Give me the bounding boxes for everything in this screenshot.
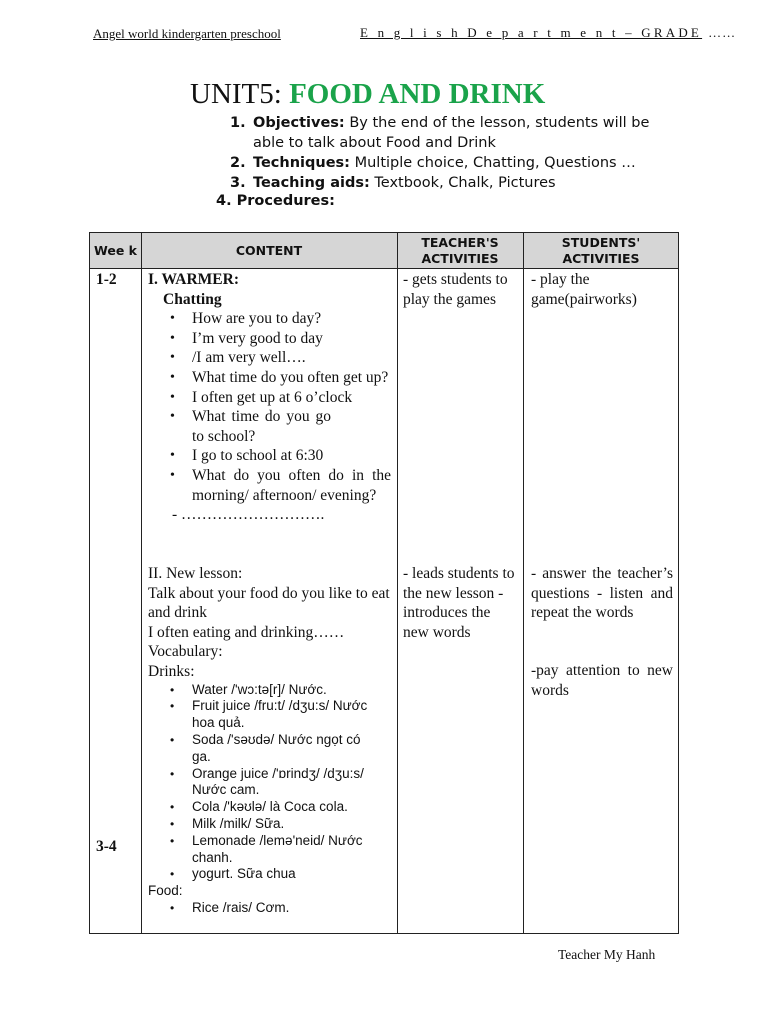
week-label: 1-2 (96, 271, 117, 288)
procedures-heading: 4. Procedures: (216, 193, 335, 209)
column-divider (141, 233, 142, 933)
objective-text: By the end of the lesson, students will be able to talk about Food and Drink (253, 115, 650, 151)
list-item: • Orange juice /'ɒrindʒ/ /dʒu:s/ Nước cam. (168, 766, 371, 800)
list-item: • What do you often do in the morning/ afternoon/ evening? (168, 466, 391, 505)
objective-number: 3. (230, 175, 246, 191)
list-item: • Soda /'səʊdə/ Nước ngọt có ga. (168, 732, 371, 766)
header-content: CONTENT (235, 242, 303, 258)
header-week: Wee k (94, 242, 137, 258)
food-list (148, 900, 391, 917)
list-item: • Milk /milk/ Sữa. (168, 816, 371, 833)
lesson-table (89, 232, 679, 934)
list-item: • Cola /'kəʊlə/ là Coca cola. (168, 799, 371, 816)
list-item: • Fruit juice /fru:t/ /dʒu:s/ Nước hoa quả. (168, 698, 371, 732)
warmer-subtitle: Chatting (163, 290, 222, 308)
new-lesson-line: Talk about your food do you like to eat and drink (148, 584, 390, 622)
objective-text: Multiple choice, Chatting, Questions … (349, 155, 636, 171)
objective-label: Techniques: (253, 155, 350, 171)
header-students-activities: STUDENTS' ACTIVITIES (561, 234, 641, 266)
objective-label: Teaching aids: (253, 175, 370, 191)
new-lesson-line: Drinks: (148, 662, 195, 680)
students-warmer: - play the game(pairworks) (531, 271, 637, 308)
header-teacher-activities: TEACHER'S ACTIVITIES (421, 234, 499, 266)
list-item: • What time do you go to school? (168, 407, 391, 446)
page-title (190, 78, 545, 111)
warmer-questions (148, 309, 391, 505)
list-item: • /I am very well…. (168, 348, 391, 368)
students-new-words: -pay attention to new words (531, 662, 673, 699)
warmer-title: I. WARMER: (148, 271, 239, 288)
warmer-dash: - ………………………. (172, 506, 325, 524)
school-name: Angel world kindergarten preschool (93, 26, 281, 41)
objective-text: Textbook, Chalk, Pictures (369, 175, 556, 191)
title-prefix: UNIT5: (190, 78, 282, 110)
objective-number: 2. (230, 155, 246, 171)
objective-number: 1. (230, 115, 246, 131)
list-item: • I often get up at 6 o’clock (168, 388, 391, 408)
objective-item (230, 153, 680, 173)
new-lesson-line: I often eating and drinking…… (148, 623, 345, 641)
list-item: • Lemonade /lemə'neid/ Nước chanh. (168, 833, 371, 867)
list-item: • What time do you often get up? (168, 368, 391, 388)
objective-label: Objectives: (253, 115, 345, 131)
department-label (360, 25, 736, 41)
title-main: FOOD AND DRINK (289, 78, 546, 110)
list-item: • I’m very good to day (168, 329, 391, 349)
column-divider (397, 233, 398, 933)
teacher-signature: Teacher My Hanh (558, 947, 656, 962)
drinks-list (148, 682, 391, 884)
list-item: • Water /'wɔ:tə[r]/ Nước. (168, 682, 371, 699)
grade-dots: …… (708, 25, 737, 40)
list-item: • Rice /rais/ Cơm. (168, 900, 391, 917)
list-item: • yogurt. Sữa chua (168, 866, 371, 883)
list-item: • I go to school at 6:30 (168, 446, 391, 466)
new-lesson-section (148, 564, 391, 917)
food-label: Food: (148, 883, 183, 899)
list-item: • How are you to day? (168, 309, 391, 329)
department-text: E n g l i s h D e p a r t m e n t – GRADE (360, 25, 703, 40)
week-label: 3-4 (96, 838, 117, 855)
new-lesson-line: Vocabulary: (148, 643, 223, 661)
teacher-new-lesson: - leads students to the new lesson - introduces the new words (403, 565, 515, 641)
objectives-list (230, 113, 680, 193)
objective-item (230, 173, 680, 193)
students-new-lesson: - answer the teacher’s questions - listen and repeat the words (531, 565, 673, 622)
warmer-section (148, 270, 391, 525)
teacher-warmer: - gets students to play the games (403, 271, 508, 308)
header-divider (90, 268, 678, 269)
column-divider (523, 233, 524, 933)
new-lesson-title: II. New lesson: (148, 565, 243, 582)
objective-item (230, 113, 680, 153)
